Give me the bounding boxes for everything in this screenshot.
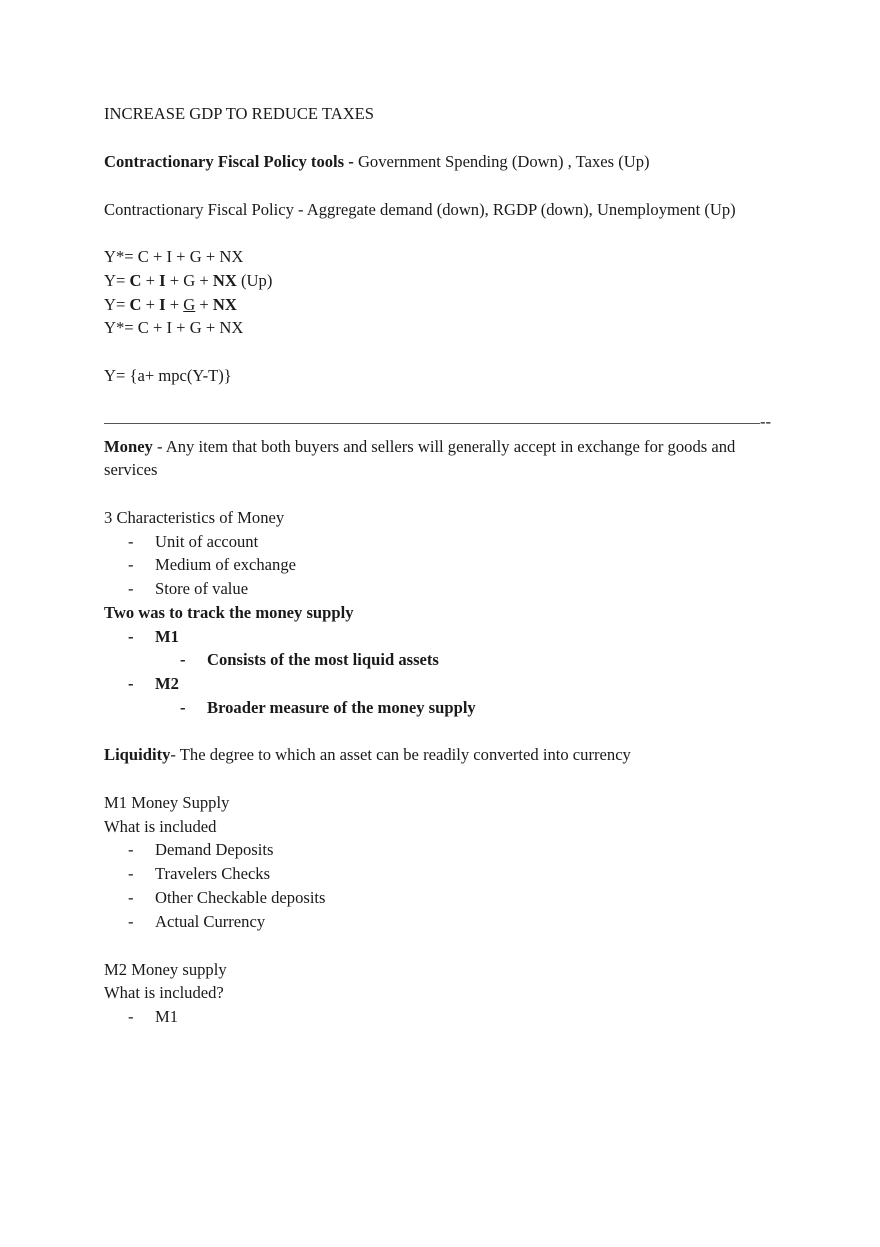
equation-4: Y*= C + I + G + NX bbox=[104, 318, 244, 337]
bullet-dash: - bbox=[180, 698, 186, 717]
eq3-plus2: + bbox=[165, 295, 184, 314]
bullet-dash: - bbox=[180, 650, 186, 669]
bullet-dash: - bbox=[128, 840, 134, 859]
list-item-text: Travelers Checks bbox=[155, 864, 271, 883]
eq2-prefix: Y= bbox=[104, 271, 130, 290]
bullet-dash: - bbox=[128, 532, 134, 551]
contractionary-tools-text: Government Spending (Down) , Taxes (Up) bbox=[353, 152, 650, 171]
eq2-plus2: + G + bbox=[165, 271, 213, 290]
equation-3 bbox=[104, 295, 237, 315]
m1-detail: Consists of the most liquid assets bbox=[207, 650, 439, 669]
list-item-text: Store of value bbox=[155, 579, 249, 598]
equation-1: Y*= C + I + G + NX bbox=[104, 247, 244, 266]
bullet-dash: - bbox=[128, 864, 134, 883]
bullet-dash: - bbox=[128, 912, 134, 931]
equation-2 bbox=[104, 271, 272, 291]
horizontal-rule bbox=[104, 423, 760, 424]
eq3-c: C bbox=[129, 295, 142, 314]
eq3-nx: NX bbox=[212, 295, 237, 314]
eq3-prefix: Y= bbox=[104, 295, 130, 314]
eq3-g: G bbox=[183, 295, 196, 314]
m1-label: M1 bbox=[155, 627, 179, 646]
bullet-dash: - bbox=[128, 555, 134, 574]
list-item-text: Medium of exchange bbox=[155, 555, 296, 574]
eq2-plus1: + bbox=[141, 271, 160, 290]
document-title: INCREASE GDP TO REDUCE TAXES bbox=[104, 104, 375, 123]
equation-5: Y= {a+ mpc(Y-T)} bbox=[104, 366, 232, 385]
money-supply-tracking-heading bbox=[104, 603, 354, 623]
money-definition-line-2: services bbox=[104, 460, 158, 479]
contractionary-tools-line bbox=[104, 152, 650, 172]
tracking-heading-text: Two was to track the money supply bbox=[104, 603, 354, 622]
eq3-i: I bbox=[159, 295, 166, 314]
m2-supply-heading: M2 Money supply bbox=[104, 960, 227, 979]
list-item-text: Actual Currency bbox=[155, 912, 266, 931]
contractionary-effects-line: Contractionary Fiscal Policy - Aggregate demand (down), RGDP (down), Unemployment (Up) bbox=[104, 200, 736, 219]
rule-tail: -- bbox=[760, 412, 772, 431]
m2-label: M2 bbox=[155, 674, 179, 693]
eq3-plus1: + bbox=[141, 295, 160, 314]
m2-supply-subheading: What is included? bbox=[104, 983, 224, 1002]
bullet-dash: - bbox=[128, 627, 134, 646]
m1-supply-subheading: What is included bbox=[104, 817, 217, 836]
money-term: Money bbox=[104, 437, 153, 456]
liquidity-text: - The degree to which an asset can be readily converted into currency bbox=[170, 745, 631, 764]
eq3-plus3: + bbox=[195, 295, 213, 314]
eq2-nx: NX bbox=[212, 271, 237, 290]
bullet-dash: - bbox=[128, 579, 134, 598]
eq2-c: C bbox=[129, 271, 142, 290]
bullet-dash: - bbox=[128, 888, 134, 907]
eq2-i: I bbox=[159, 271, 166, 290]
money-definition-text: - Any item that both buyers and sellers will generally accept in exchange for goods and bbox=[152, 437, 736, 456]
list-item-text: Demand Deposits bbox=[155, 840, 274, 859]
characteristics-heading: 3 Characteristics of Money bbox=[104, 508, 285, 527]
bullet-dash: - bbox=[128, 1007, 134, 1026]
list-item-text: Other Checkable deposits bbox=[155, 888, 326, 907]
m2-detail: Broader measure of the money supply bbox=[207, 698, 476, 717]
list-item-text: M1 bbox=[155, 1007, 179, 1026]
liquidity-term: Liquidity bbox=[104, 745, 171, 764]
list-item-text: Unit of account bbox=[155, 532, 259, 551]
bullet-dash: - bbox=[128, 674, 134, 693]
liquidity-line bbox=[104, 745, 631, 765]
money-definition-line-1 bbox=[104, 437, 735, 457]
eq2-suffix: (Up) bbox=[236, 271, 273, 290]
m1-supply-heading: M1 Money Supply bbox=[104, 793, 230, 812]
contractionary-tools-label: Contractionary Fiscal Policy tools - bbox=[104, 152, 354, 171]
